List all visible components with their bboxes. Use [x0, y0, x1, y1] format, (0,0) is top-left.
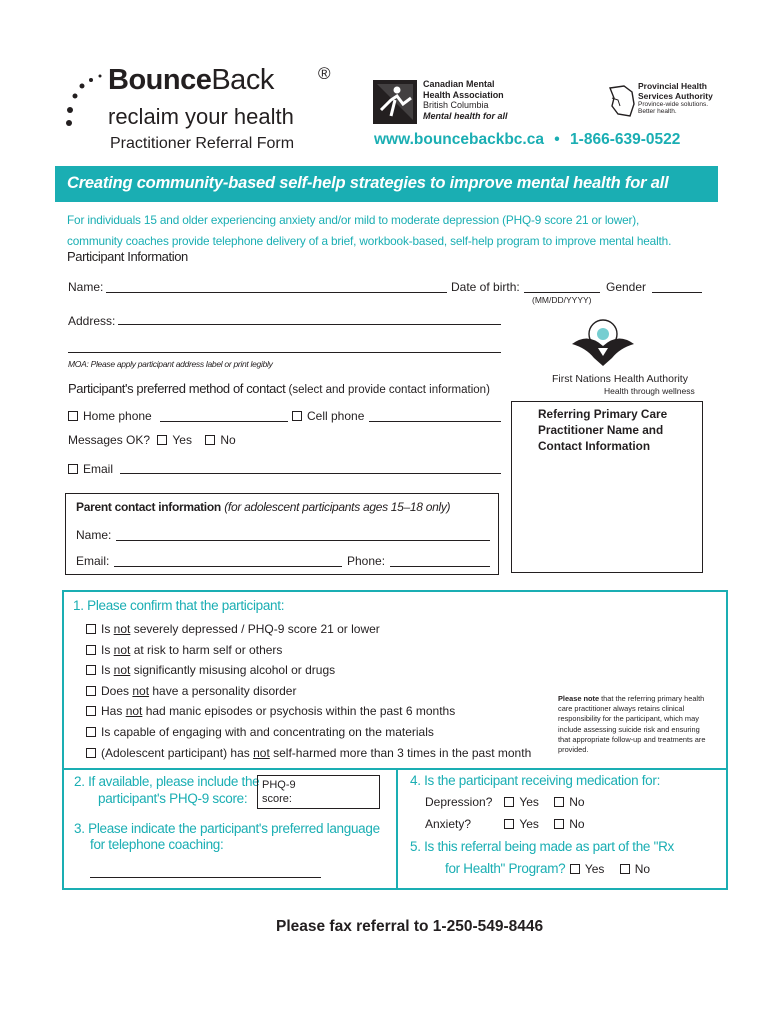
- dob-format: (MM/DD/YYYY): [532, 295, 592, 305]
- phone-number: 1-866-639-0522: [570, 131, 681, 148]
- confirm-item[interactable]: Does not have a personality disorder: [86, 681, 531, 702]
- home-phone-field[interactable]: [160, 421, 288, 422]
- separator-dot: •: [554, 131, 560, 148]
- cell-phone-field[interactable]: [369, 421, 501, 422]
- logo-bounce: Bounce: [108, 64, 212, 96]
- referring-line3: Contact Information: [538, 439, 651, 453]
- cmha-line1: Canadian Mental: [423, 79, 495, 89]
- anxiety-yes-label: Yes: [519, 817, 539, 831]
- rx-yes-checkbox[interactable]: [570, 864, 580, 874]
- parent-phone-label: Phone:: [347, 554, 386, 568]
- email-label: Email: [83, 462, 114, 476]
- messages-no-label: No: [220, 433, 236, 447]
- confirm-checkbox[interactable]: [86, 665, 96, 675]
- tagline: reclaim your health: [108, 104, 294, 129]
- confirm-checkbox[interactable]: [86, 748, 96, 758]
- moa-note: MOA: Please apply participant address label or print legibly: [68, 359, 273, 369]
- intro-line2: community coaches provide telephone delivery of a brief, workbook-based, self-help program to improve mental health.: [67, 234, 672, 248]
- confirm-checkbox[interactable]: [86, 706, 96, 716]
- rx-no-label: No: [634, 862, 651, 876]
- phsa-line4: Better health.: [638, 108, 677, 115]
- cmha-line3: British Columbia: [423, 100, 489, 110]
- email-field[interactable]: [120, 473, 501, 474]
- website-link[interactable]: www.bouncebackbc.ca: [374, 131, 544, 148]
- confirm-item[interactable]: (Adolescent participant) has not self-harmed more than 3 times in the past month: [86, 743, 531, 764]
- logo-back: Back: [211, 64, 274, 96]
- address-label: Address:: [68, 314, 116, 328]
- home-phone-checkbox[interactable]: [68, 411, 78, 421]
- dob-label: Date of birth:: [451, 280, 520, 294]
- dots-arc-icon: [64, 66, 114, 136]
- rx-heading-line2: for Health" Program?: [445, 861, 566, 876]
- bc-map-icon: [608, 84, 636, 118]
- note-text: that the referring primary health care practitioner always retains clinical responsibility for the participant, which may include assessing suicide risk and ensuring that appropriate follow-up and treatments are provided.: [558, 694, 706, 755]
- anxiety-no-checkbox[interactable]: [554, 819, 564, 829]
- cell-phone-checkbox[interactable]: [292, 411, 302, 421]
- gender-field[interactable]: [652, 292, 702, 293]
- confirm-heading: 1. Please confirm that the participant:: [73, 598, 285, 613]
- referring-line1: Referring Primary Care: [538, 407, 668, 421]
- language-field[interactable]: [90, 877, 321, 878]
- anxiety-label: Anxiety?: [425, 817, 472, 831]
- parent-name-field[interactable]: [116, 540, 490, 541]
- parent-email-label: Email:: [76, 554, 110, 568]
- confirm-item[interactable]: Is not severely depressed / PHQ-9 score 21 or lower: [86, 619, 531, 640]
- parent-email-field[interactable]: [114, 566, 342, 567]
- confirm-checkbox[interactable]: [86, 624, 96, 634]
- phsa-line2: Services Authority: [638, 90, 713, 101]
- confirm-item[interactable]: Is not significantly misusing alcohol or drugs: [86, 660, 531, 681]
- fnha-name: First Nations Health Authority: [552, 373, 688, 385]
- home-phone-label: Home phone: [83, 409, 152, 423]
- fnha-tagline: Health through wellness: [604, 386, 695, 396]
- messages-yes-checkbox[interactable]: [157, 435, 167, 445]
- confirm-checkbox[interactable]: [86, 686, 96, 696]
- rx-heading-line1: 5. Is this referral being made as part of the "Rx: [410, 839, 674, 854]
- parent-phone-field[interactable]: [390, 566, 490, 567]
- phq-heading-line2: participant's PHQ-9 score:: [98, 791, 248, 806]
- rx-yes-label: Yes: [584, 862, 605, 876]
- confirm-checkbox[interactable]: [86, 645, 96, 655]
- depression-yes-label: Yes: [519, 795, 539, 809]
- dob-field[interactable]: [524, 292, 600, 293]
- language-heading-line1: 3. Please indicate the participant's preferred language: [74, 821, 380, 836]
- depression-yes-checkbox[interactable]: [504, 797, 514, 807]
- confirm-item[interactable]: Has not had manic episodes or psychosis within the past 6 months: [86, 701, 531, 722]
- referring-line2: Practitioner Name and: [538, 423, 664, 437]
- address-field-1[interactable]: [118, 324, 501, 325]
- participant-heading: Participant Information: [67, 249, 188, 264]
- clinical-note: [558, 694, 708, 755]
- phq-score-box[interactable]: [257, 775, 380, 809]
- confirm-item[interactable]: Is capable of engaging with and concentrating on the materials: [86, 722, 531, 743]
- registered-mark: ®: [318, 64, 331, 83]
- criteria-divider-v: [396, 768, 398, 890]
- messages-yes-label: Yes: [172, 433, 192, 447]
- name-field[interactable]: [106, 292, 447, 293]
- depression-no-label: No: [569, 795, 585, 809]
- confirm-list: [86, 619, 531, 763]
- banner-text: Creating community-based self-help strategies to improve mental health for all: [67, 174, 669, 192]
- cmha-line4: Mental health for all: [423, 110, 508, 121]
- referring-practitioner-box[interactable]: [511, 401, 703, 573]
- form-name: Practitioner Referral Form: [110, 135, 295, 152]
- fnha-eagle-icon: [568, 318, 638, 368]
- note-bold: Please note: [558, 694, 600, 703]
- intro-line1: For individuals 15 and older experiencing anxiety and/or mild to moderate depression (PHQ-9 score 21 or lower),: [67, 213, 640, 227]
- phsa-line1: Provincial Health: [638, 81, 707, 91]
- phsa-line3: Province-wide solutions.: [638, 101, 709, 108]
- messages-no-checkbox[interactable]: [205, 435, 215, 445]
- name-label: Name:: [68, 280, 104, 294]
- phq-box-line1: PHQ-9: [262, 779, 296, 791]
- cell-phone-label: Cell phone: [307, 409, 365, 423]
- language-heading-line2: for telephone coaching:: [90, 837, 224, 852]
- phq-box-line2: score:: [262, 793, 292, 805]
- confirm-checkbox[interactable]: [86, 727, 96, 737]
- cmha-person-icon: [373, 80, 417, 124]
- phsa-logo: [608, 82, 718, 122]
- depression-no-checkbox[interactable]: [554, 797, 564, 807]
- banner: [55, 166, 718, 202]
- depression-label: Depression?: [425, 795, 493, 809]
- anxiety-no-label: No: [569, 817, 585, 831]
- cmha-logo: [373, 80, 523, 126]
- confirm-item[interactable]: Is not at risk to harm self or others: [86, 640, 531, 661]
- email-checkbox[interactable]: [68, 464, 78, 474]
- parent-note: (for adolescent participants ages 15–18 only): [224, 500, 451, 514]
- cmha-line2: Health Association: [423, 89, 504, 100]
- address-field-2[interactable]: [68, 352, 501, 353]
- parent-name-label: Name:: [76, 528, 112, 542]
- fnha-logo: [548, 318, 708, 400]
- phq-heading-line1: 2. If available, please include the: [74, 774, 260, 789]
- rx-no-checkbox[interactable]: [620, 864, 630, 874]
- contact-hint: (select and provide contact information): [288, 384, 490, 396]
- contact-heading: Participant's preferred method of contact: [68, 381, 286, 396]
- bounceback-logo: [64, 66, 344, 156]
- parent-contact-box: [65, 493, 499, 575]
- parent-heading: Parent contact information: [76, 500, 221, 514]
- medication-heading: 4. Is the participant receiving medication for:: [410, 773, 661, 788]
- messages-ok-label: Messages OK?: [68, 433, 151, 447]
- anxiety-yes-checkbox[interactable]: [504, 819, 514, 829]
- fax-instruction: Please fax referral to 1-250-549-8446: [276, 918, 544, 935]
- criteria-divider-h: [62, 768, 728, 770]
- gender-label: Gender: [606, 280, 647, 294]
